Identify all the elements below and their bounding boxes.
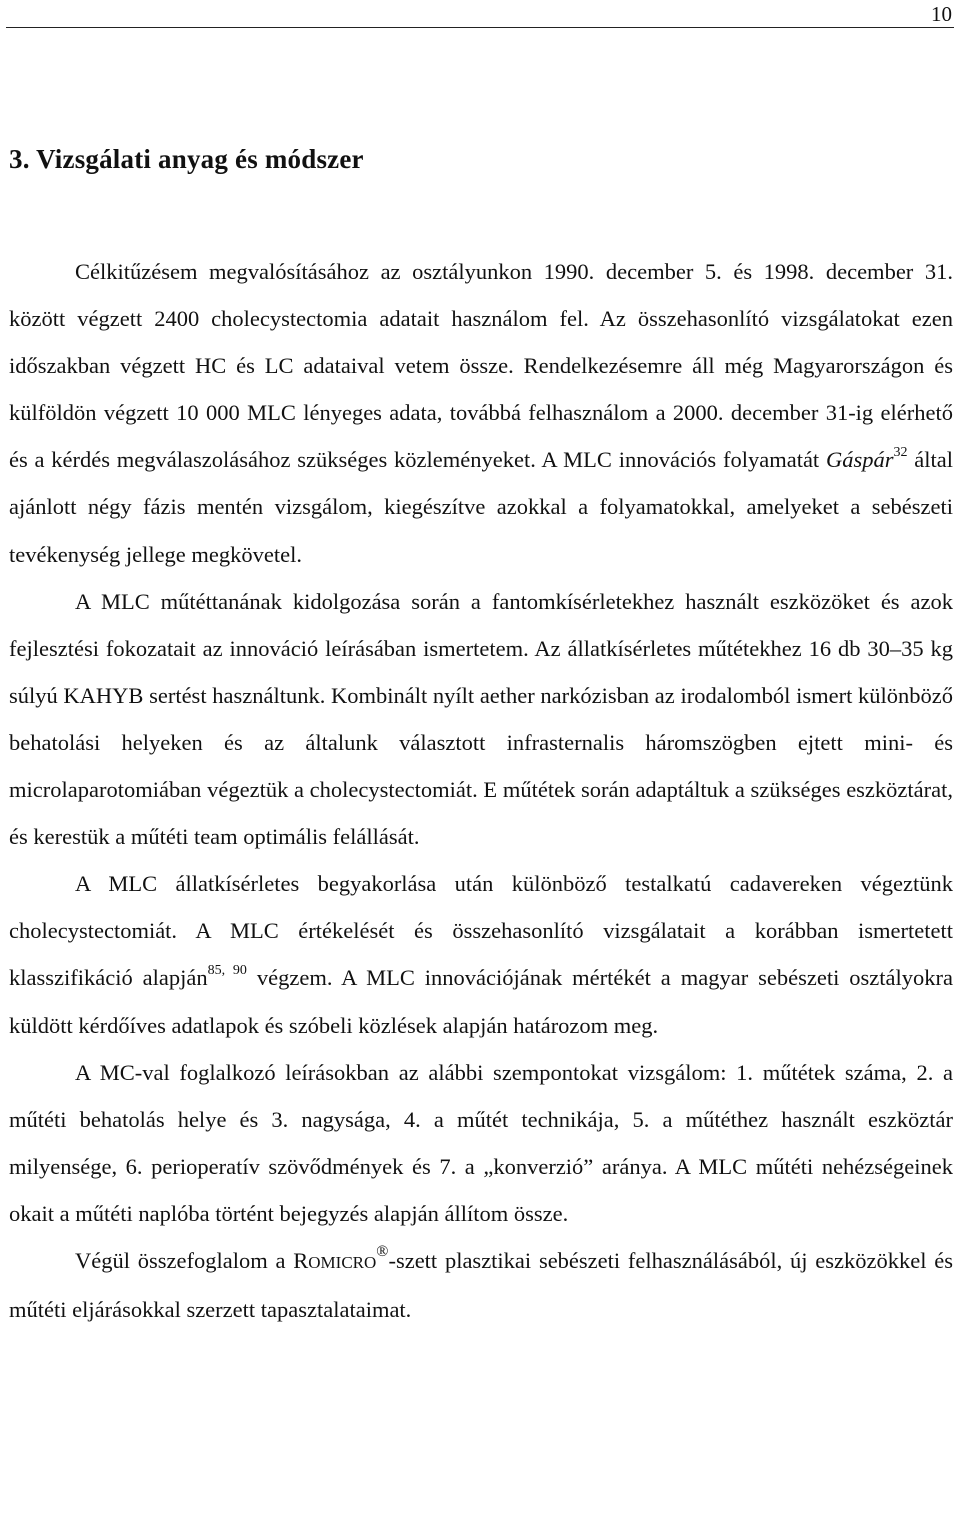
body-text [9, 248, 953, 1333]
paragraph-1-text-a: Célkitűzésem megvalósításához az osztályunkon 1990. december 5. és 1998. december 31. között végzett 2400 cholecystectomia adatait használom fel. Az összehasonlító vizsgálatokat ezen időszakban végzett HC és LC adataival vetem össze. Rendelkezésemre áll még Magyarországon és külföldön végzett 10 000 MLC lényeges adata, továbbá felhasználom a 2000. december 31-ig elérhető és a kérdés megválaszolásához szükséges közleményeket. A MLC innovációs folyamatát [9, 259, 953, 473]
section-heading: 3. Vizsgálati anyag és módszer [9, 144, 364, 174]
brand-smallcaps: OMICRO [308, 1252, 377, 1272]
paragraph-5-text-a: Végül összefoglalom a [75, 1247, 294, 1273]
brand-initial: R [293, 1247, 309, 1273]
brand-name [293, 1248, 376, 1273]
paragraph-3-text-a: A MLC állatkísérletes begyakorlása után különböző testalkatú cadavereken végeztünk cholecystectomiát. A MLC értékelését és összehasonlító vizsgálatait a korábban ismertetett klasszifikáció alapján [9, 871, 953, 991]
reference-superscript: 32 [893, 445, 908, 461]
reference-superscript: 85, 90 [207, 963, 247, 979]
paragraph-4: A MC-val foglalkozó leírásokban az alábbi szempontokat vizsgálom: 1. műtétek száma, 2. a műtéti behatolás helye és 3. nagysága, 4. a műtét technikája, 5. a műtéthez használt eszköztár milyensége, 6. perioperatív szövődmények és 7. a „konverzió” aránya. A MLC műtéti nehézségeinek okait a műtéti naplóba történt bejegyzés alapján állítom össze. [9, 1059, 953, 1226]
paragraph-1-text-b: által ajánlott négy fázis mentén vizsgálom, kiegészítve azokkal a folyamatokkal, amelyeket a sebészeti tevékenység jellege megkövetel. [9, 447, 953, 567]
paragraph-5 [9, 1237, 953, 1333]
paragraph-3 [9, 860, 953, 1048]
paragraph-2: A MLC műtéttanának kidolgozása során a fantomkísérletekhez használt eszközöket és azok fejlesztési fokozatait az innováció leírásában ismertetem. Az állatkísérletes műtétekhez 16 db 30–35 kg súlyú KAHYB sertést használtunk. Kombinált nyílt aether narkózisban az irodalomból ismert különböző behatolási helyeken és az általunk választott infrasternalis háromszögben ejtett mini- és microlaparotomiában végeztük a cholecystectomiát. E műtétek során adaptáltuk a szükséges eszköztárat, és kerestük a műtéti team optimális felállását. [9, 588, 953, 850]
paragraph-5-text-b: -szett plasztikai sebészeti felhasználásából, új eszközökkel és műtéti eljárásokkal szerzett tapasztalataimat. [9, 1247, 953, 1323]
author-citation: Gáspár [825, 447, 894, 473]
header-rule [6, 27, 954, 28]
paragraph-1 [9, 248, 953, 578]
paragraph-3-text-b: végzem. A MLC innovációjának mértékét a magyar sebészeti osztályokra küldött kérdőíves adatlapok és szóbeli közlések alapján határozom meg. [9, 965, 953, 1038]
registered-mark: ® [376, 1242, 389, 1260]
page-number: 10 [931, 2, 952, 26]
